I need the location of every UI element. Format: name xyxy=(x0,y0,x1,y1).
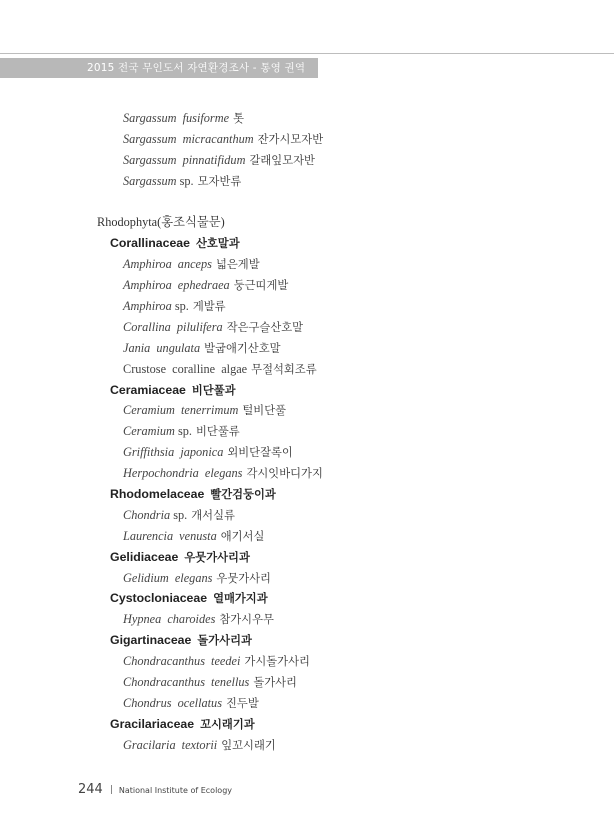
page-footer xyxy=(78,779,232,799)
scientific-name: Ceramium xyxy=(123,424,175,439)
korean-name: 무절석회조류 xyxy=(251,362,317,376)
species-abbrev: sp. xyxy=(174,299,189,314)
scientific-name: Chondrus ocellatus xyxy=(123,695,222,710)
family-latin-name: Gracilariaceae xyxy=(110,716,195,731)
korean-name: 비단풀류 xyxy=(196,425,240,439)
family-korean-name: 꼬시래기과 xyxy=(200,717,255,731)
korean-name: 톳 xyxy=(233,112,244,125)
species-entry xyxy=(0,609,614,630)
family-korean-name: 빨간검둥이과 xyxy=(210,488,276,502)
species-entry xyxy=(0,526,614,547)
family-korean-name: 산호말과 xyxy=(195,237,240,251)
family-heading xyxy=(0,588,614,609)
korean-name: 게발류 xyxy=(192,300,226,314)
korean-name: 잎꼬시래기 xyxy=(221,738,276,752)
species-entry xyxy=(0,442,614,463)
scientific-name: Gelidium elegans xyxy=(123,570,213,585)
species-entry xyxy=(0,421,614,442)
scientific-name: Sargassum xyxy=(123,173,177,188)
korean-name: 털비단풀 xyxy=(242,404,287,418)
species-entry xyxy=(0,568,614,589)
scientific-name: Amphiroa ephedraea xyxy=(123,278,230,293)
species-entry xyxy=(0,171,614,192)
species-entry xyxy=(0,129,614,150)
korean-name: 우뭇가사리 xyxy=(216,571,271,585)
family-latin-name: Rhodomelaceae xyxy=(110,487,205,502)
species-entry xyxy=(0,317,614,338)
scientific-name: Herpochondria elegans xyxy=(123,466,243,481)
family-korean-name: 비단풀과 xyxy=(191,383,236,397)
page-number: 244 xyxy=(78,782,103,797)
family-latin-name: Cystocloniaceae xyxy=(110,591,208,606)
scientific-name: Corallina pilulifera xyxy=(123,319,223,334)
species-entry xyxy=(0,693,614,714)
family-heading xyxy=(0,380,614,401)
scientific-name: Amphiroa anceps xyxy=(123,257,212,272)
spacer xyxy=(0,192,614,213)
korean-name: 가시돌가사리 xyxy=(244,655,310,669)
phylum-name: Rhodophyta(홍조식물문) xyxy=(97,215,225,230)
scientific-name: Sargassum fusiforme xyxy=(123,111,230,125)
family-korean-name: 돌가사리과 xyxy=(197,634,252,648)
scientific-name: Ceramium tenerrimum xyxy=(123,403,239,418)
species-entry xyxy=(0,108,614,129)
korean-name: 갈래잎모자반 xyxy=(249,153,315,167)
scientific-name: Amphiroa xyxy=(123,299,172,314)
species-entry xyxy=(0,400,614,421)
korean-name: 외비단잘록이 xyxy=(227,446,293,460)
species-list xyxy=(0,108,614,756)
korean-name: 모자반류 xyxy=(197,174,242,188)
family-heading xyxy=(0,547,614,568)
family-korean-name: 열매가지과 xyxy=(213,592,268,606)
header-rule xyxy=(0,53,614,54)
family-latin-name: Gigartinaceae xyxy=(110,633,192,648)
family-heading xyxy=(0,630,614,651)
scientific-name: Jania ungulata xyxy=(123,340,201,355)
species-abbrev: sp. xyxy=(173,507,188,522)
family-latin-name: Gelidiaceae xyxy=(110,549,179,564)
korean-name: 각시잇바디가지 xyxy=(246,467,323,481)
family-heading xyxy=(0,233,614,254)
footer-divider xyxy=(111,785,112,794)
running-header-title: 2015 전국 무인도서 자연환경조사 - 통영 권역 xyxy=(87,62,306,74)
korean-name: 개서실류 xyxy=(191,508,235,522)
korean-name: 넓은게발 xyxy=(215,258,260,272)
phylum-heading xyxy=(0,212,614,233)
korean-name: 돌가사리 xyxy=(253,676,297,690)
species-entry xyxy=(0,735,614,756)
species-entry xyxy=(0,275,614,296)
species-entry xyxy=(0,651,614,672)
korean-name: 참가시우무 xyxy=(219,613,274,627)
species-entry xyxy=(0,338,614,359)
family-heading xyxy=(0,714,614,735)
species-entry xyxy=(0,463,614,484)
scientific-name: Sargassum micracanthum xyxy=(123,131,254,146)
korean-name: 발굽애기산호말 xyxy=(204,341,281,355)
species-entry xyxy=(0,359,614,380)
family-latin-name: Ceramiaceae xyxy=(110,382,186,397)
korean-name: 애기서실 xyxy=(220,529,265,543)
scientific-name: Sargassum pinnatifidum xyxy=(123,152,246,167)
korean-name: 잔가시모자반 xyxy=(257,132,324,146)
scientific-name: Chondracanthus tenellus xyxy=(123,675,250,690)
species-entry xyxy=(0,505,614,526)
korean-name: 둥근띠게발 xyxy=(233,279,289,293)
family-heading xyxy=(0,484,614,505)
scientific-name: Chondracanthus teedei xyxy=(123,654,241,669)
species-entry xyxy=(0,672,614,693)
korean-name: 작은구슬산호말 xyxy=(226,320,304,334)
species-abbrev: sp. xyxy=(179,173,194,188)
family-korean-name: 우뭇가사리과 xyxy=(184,550,250,564)
species-entry xyxy=(0,254,614,275)
scientific-name: Griffithsia japonica xyxy=(123,445,224,460)
korean-name: 진두발 xyxy=(226,696,259,710)
scientific-name: Gracilaria textorii xyxy=(123,737,218,752)
species-entry xyxy=(0,150,614,171)
scientific-name: Chondria xyxy=(123,507,171,522)
publisher-name: National Institute of Ecology xyxy=(118,786,233,795)
scientific-name: Laurencia venusta xyxy=(123,528,217,543)
species-entry xyxy=(0,296,614,317)
species-abbrev: sp. xyxy=(178,424,193,439)
family-latin-name: Corallinaceae xyxy=(110,236,190,251)
common-group-name: Crustose coralline algae xyxy=(123,361,248,376)
scientific-name: Hypnea charoides xyxy=(123,612,216,627)
